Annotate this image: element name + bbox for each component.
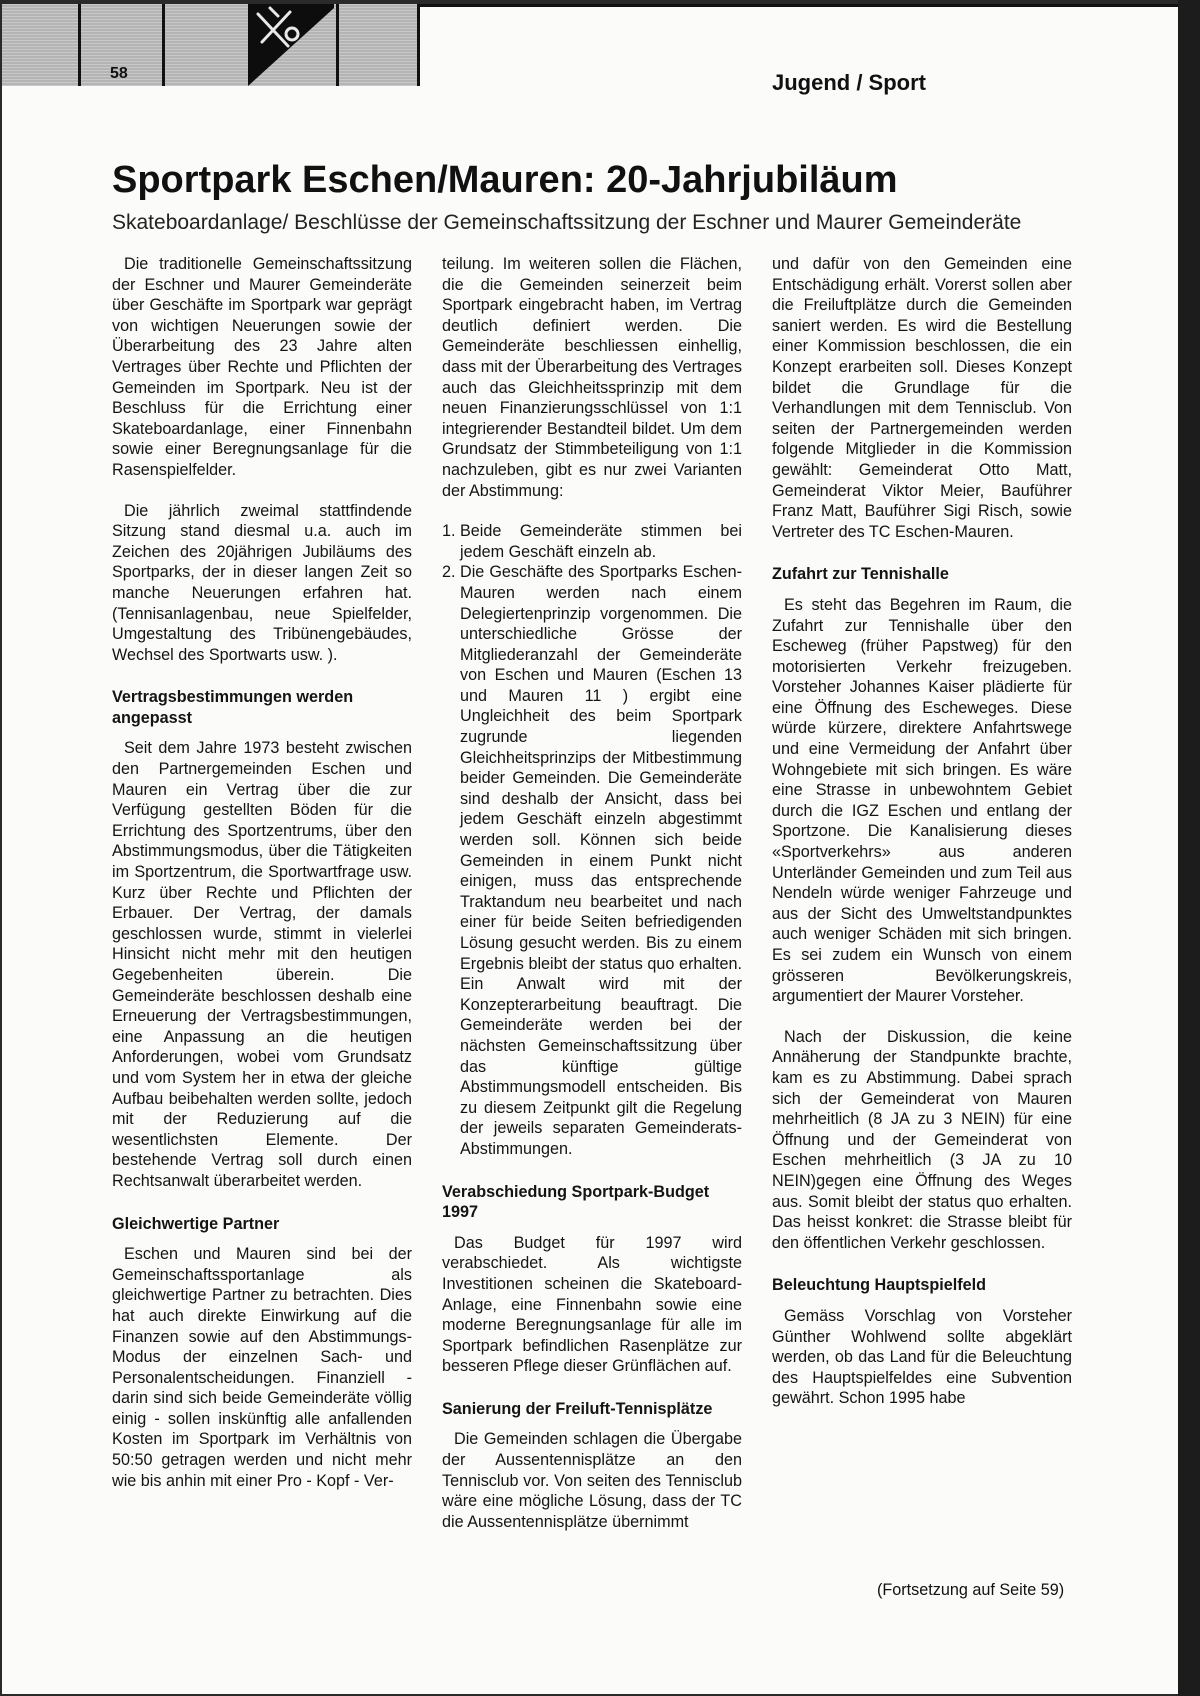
header-divider: [417, 4, 420, 86]
header-divider: [162, 4, 165, 86]
page-number: 58: [110, 65, 128, 82]
subheading: Verabschiedung Sportpark-Budget 1997: [442, 1182, 710, 1222]
sport-emblem-icon: [248, 4, 334, 86]
continuation-note: (Fortsetzung auf Seite 59): [877, 1581, 1065, 1599]
header-strip: [2, 4, 420, 86]
paragraph: Die jährlich zweimal stattfindende Sitzung stand diesmal u.a. auch im Zeichen des 20jährigen Jubiläums des Sportparks, der in dieser langen Zeit so manche Neuerungen erfahren hat. (Tennisanlagenbau, neue Spielfelder, Umgestaltung des Tribünengebäudes, Wechsel des Sportwarts usw. ).: [112, 501, 412, 664]
subheading: Zufahrt zur Tennishalle: [772, 565, 949, 584]
paragraph: Gemäss Vorschlag von Vorsteher Günther Wohlwend sollte abgeklärt werden, ob das Land für die Beleuchtung des Hauptspielfeldes eine Subvention gewährt. Schon 1995 habe: [772, 1306, 1072, 1408]
paragraph: Die Gemeinden schlagen die Übergabe der Aussentennisplätze an den Tennisclub vor. Von seiten des Tennisclub wäre eine mögliche Lösung, dass der TC die Aussentennisplätze übernimmt: [442, 1430, 742, 1531]
paragraph: Eschen und Mauren sind bei der Gemeinschaftssportanlage als gleichwertige Partner zu betrachten. Dies hat auch direkte Einwirkung auf die Finanzen sowie auf den Abstimmungs-Modus der einzelnen Sach- und Personalentscheidungen. Finanziell - darin sind sich beide Gemeinderäte völlig einig - sollen inskünftig alle anfallenden Kosten im Sportpark im Verhältnis von 50:50 getragen werden und nicht mehr wie bis anhin mit einer Pro - Kopf - Ver-: [112, 1245, 412, 1490]
header-rule: [420, 4, 1178, 7]
subheading: Gleichwertige Partner: [112, 1214, 280, 1233]
subheading: Beleuchtung Hauptspielfeld: [772, 1276, 987, 1295]
header-divider: [336, 4, 339, 86]
paragraph: Nach der Diskussion, die keine Annäherung der Standpunkte brachte, kam es zu Abstimmung. Dabei sprach sich der Gemeinderat von Mauren mehrheitlich (8 JA zu 3 NEIN) für eine Öffnung und der Gemeinderat von Eschen mehrheitlich (3 JA zu 10 NEIN)gegen eine Öffnung des Weges aus. Somit bleibt der status quo erhalten. Das heisst konkret: die Strasse bleibt für den öffentlichen Verkehr geschlossen.: [772, 1027, 1072, 1252]
subheading: Sanierung der Freiluft-Tennisplätze: [442, 1399, 713, 1418]
paragraph: Die traditionelle Gemeinschaftssitzung der Eschner und Maurer Gemeinderäte über Geschäfte im Sportpark war geprägt von wichtigen Neuerungen sowie der Überarbeitung des 23 Jahre alten Vertrages über Rechte und Pflichten der Gemeinden im Sportpark. Neu ist der Beschluss für die Errichtung einer Skateboardanlage, einer Finnenbahn sowie einer Beregnungsanlage für die Rasenspielfelder.: [112, 255, 412, 479]
article-title: Sportpark Eschen/Mauren: 20-Jahrjubiläum: [112, 159, 898, 201]
text-column-2: [442, 254, 742, 1552]
subheading: Vertragsbestimmungen werden angepasst: [112, 688, 354, 727]
page: [2, 4, 1178, 1694]
list-item: 1. Beide Gemeinderäte stimmen bei jedem Geschäft einzeln ab.: [460, 521, 742, 562]
text-column-3: [772, 254, 1072, 1429]
paragraph: teilung. Im weiteren sollen die Flächen, die die Gemeinden seinerzeit beim Sportpark eingebracht haben, im Vertrag deutlich definiert werden. Die Gemeinderäte beschliessen einhellig, dass mit der Überarbeitung des Vertrages auch das Gleichheitssprinzip mit dem neuen Finanzierungsschlüssel von 1:1 integrierender Bestandteil bildet. Um dem Grundsatz der Stimmbeteiligung von 1:1 nachzuleben, gibt es nur zwei Varianten der Abstimmung:: [442, 255, 742, 500]
voting-variants-list: [442, 521, 742, 1159]
paragraph: Seit dem Jahre 1973 besteht zwischen den Partnergemeinden Eschen und Mauren ein Vertrag über die zur Verfügung gestellten Böden für die Errichtung des Sportzentrums, über den Abstimmungsmodus, über die Tätigkeiten im Sportzentrum, die Sportwartfrage usw. Kurz über Rechte und Pflichten der Erbauer. Der Vertrag, der damals geschlossen wurde, stimmt in vielerlei Hinsicht nicht mehr mit den heutigen Gegebenheiten überein. Die Gemeinderäte beschlossen deshalb eine Erneuerung der Vertragsbestimmungen, eine Anpassung an die heutigen Anforderungen, wobei vom Grundsatz und vom System her in etwa der gleiche Aufbau beibehalten werden sollte, jedoch mit der Reduzierung auf die wesentlichsten Elemente. Der bestehende Vertrag soll durch einen Rechtsanwalt überarbeitet werden.: [112, 739, 412, 1190]
scan-edge: [1178, 0, 1200, 1696]
text-column-1: [112, 254, 412, 1511]
paragraph: und dafür von den Gemeinden eine Entschädigung erhält. Vorerst sollen aber die Freiluftplätze durch die Gemeinden saniert werden. Es wird die Bestellung einer Kommission beschlossen, die ein Konzept erarbeiten soll. Dieses Konzept bildet die Grundlage für die Verhandlungen mit dem Tennisclub. Von seiten der Partnergemeinden werden folgende Mitglieder in die Kommission gewählt: Gemeinderat Otto Matt, Gemeinderat Viktor Meier, Bauführer Franz Matt, Bauführer Sigi Risch, sowie Vertreter des TC Eschen-Mauren.: [772, 255, 1072, 541]
paragraph: Es steht das Begehren im Raum, die Zufahrt zur Tennishalle über den Escheweg (früher Papstweg) für den motorisierten Verkehr freizugeben. Vorsteher Johannes Kaiser plädierte für eine Öffnung des Escheweges. Diese würde kürzere, direktere Anfahrtswege und eine Vermeidung der Anfahrt über Wohngebiete mit sich bringen. Es wäre eine Strasse in unbewohntem Gebiet durch die IGZ Eschen und entlang der Sportzone. Die Kanalisierung dieses «Sportverkehrs» aus anderen Unterländer Gemeinden und zum Teil aus Nendeln würde weniger Fahrzeuge und aus der Sicht des Umweltstandpunktes auch weniger Schäden mit sich bringen. Es sei zudem ein Wunsch von einem grösseren Bevölkerungskreis, argumentiert der Maurer Vorsteher.: [772, 595, 1072, 1006]
section-label: Jugend / Sport: [772, 70, 926, 95]
article-subtitle: Skateboardanlage/ Beschlüsse der Gemeinschaftssitzung der Eschner und Maurer Gemeinderäte: [112, 211, 1022, 234]
header-divider: [78, 4, 81, 86]
list-item: 2. Die Geschäfte des Sportparks Eschen-Mauren werden nach einem Delegiertenprinzip vorgenommen. Die unterschiedliche Grösse der Mitgliederanzahl der Gemeinderäte von Eschen und Mauren (Eschen 13 und Mauren 11 ) ergibt eine Ungleichheit des beim Sportpark zugrunde liegenden Gleichheitsprinzips der Mitbestimmung beider Gemeinden. Die Gemeinderäte sind deshalb der Ansicht, dass bei jedem Geschäft einzeln abgestimmt werden soll. Können sich beide Gemeinden in einem Punkt nicht einigen, muss das entsprechende Traktandum neu bearbeitet und nach einer für beide Seiten befriedigenden Lösung gesucht werden. Bis zu einem Ergebnis bleibt der status quo erhalten. Ein Anwalt wird mit der Konzepterarbeitung beauftragt. Die Gemeinderäte werden bei der nächsten Gemeinschaftssitzung über das künftige gültige Abstimmungsmodell entscheiden. Bis zu diesem Zeitpunkt gilt die Regelung der jeweils separaten Gemeinderats-Abstimmungen.: [460, 562, 742, 1159]
paragraph: Das Budget für 1997 wird verabschiedet. Als wichtigste Investitionen scheinen die Skateboard- Anlage, eine Finnenbahn sowie eine moderne Beregnungsanlage für alle im Sportpark befindlichen Rasenplätze zur besseren Pflege dieser Grünflächen auf.: [442, 1233, 742, 1376]
